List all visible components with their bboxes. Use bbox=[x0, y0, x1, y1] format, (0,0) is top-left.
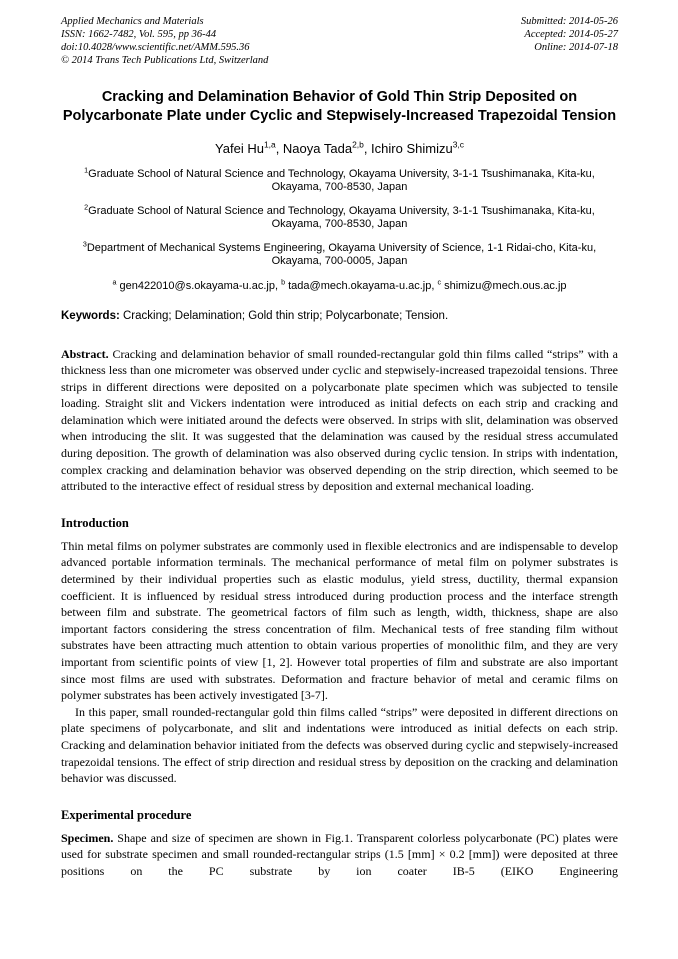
affiliation-text: Department of Mechanical Systems Engineering, Okayama University of Science, 1-1 Ridai-cho, Kita-ku, Okayama, 700-0005, Japan bbox=[86, 241, 597, 267]
authors-line bbox=[61, 140, 618, 158]
author-name: Yafei Hu bbox=[215, 140, 264, 156]
submitted-date: Submitted: 2014-05-26 bbox=[520, 16, 618, 27]
author-separator: , bbox=[363, 140, 372, 156]
keywords-label: Keywords: bbox=[61, 309, 120, 322]
journal-name: Applied Mechanics and Materials bbox=[61, 16, 204, 27]
affiliation-text: Graduate School of Natural Science and Technology, Okayama University, 3-1-1 Tsushimanaka, Kita-ku, Okayama, 700-8530, Japan bbox=[88, 204, 595, 230]
author-name: Ichiro Shimizu bbox=[371, 140, 453, 156]
online-date: Online: 2014-07-18 bbox=[534, 42, 618, 54]
author-separator: , bbox=[275, 140, 283, 156]
specimen-paragraph bbox=[61, 830, 618, 880]
specimen-text: Shape and size of specimen are shown in Fig.1. Transparent colorless polycarbonate (PC) plates were used for substrate specimen and small rounded-rectangular strips (1.5 [mm] × 0.2 [mm]) were deposited at three positions on the PC substrate by ion coater IB-5 (EIKO Engineering bbox=[61, 830, 618, 878]
keywords-text: Cracking; Delamination; Gold thin strip; Polycarbonate; Tension. bbox=[119, 309, 449, 322]
author-emails-line bbox=[61, 279, 618, 293]
author-affiliation-marker: 1,a bbox=[263, 139, 276, 150]
email-marker: b bbox=[281, 277, 286, 286]
abstract-label: Abstract. bbox=[61, 346, 109, 361]
section-heading-experimental-procedure: Experimental procedure bbox=[61, 807, 192, 822]
affiliation-3 bbox=[61, 239, 618, 269]
author-affiliation-marker: 2,b bbox=[352, 139, 364, 150]
author-affiliation-marker: 3,c bbox=[452, 139, 464, 150]
author-email: shimizu@mech.ous.ac.jp bbox=[441, 279, 567, 292]
issn-volume-line: ISSN: 1662-7482, Vol. 595, pp 36-44 bbox=[61, 29, 217, 41]
abstract-text: Cracking and delamination behavior of small rounded-rectangular gold thin films called “strips” with a thickness less than one micrometer was observed under cyclic and stepwisely-increased trapezoidal tensions. Three strips in different directions were deposited on a polycarbonate plate specimen which was subjected to tensile loading. Straight slit and Vickers indentation were introduced as initial defects on each strip and cracking and delamination which were initiated around the defects were observed. In strips with slit, delamination was observed when introducing the slit. It was suggested that the delamination was caused by the residual stress accumulated during deposition. The growth of delamination was also observed during cyclic tension. In strips with indentation, complex cracking and delamination behavior was observed depending on the strip direction, which seemed to be attributed to the interactive effect of residual stress by deposition and external mechanical loading. bbox=[61, 346, 618, 494]
abstract-paragraph bbox=[61, 346, 618, 495]
paper-header bbox=[61, 15, 618, 68]
accepted-date: Accepted: 2014-05-27 bbox=[524, 29, 618, 41]
affiliation-number: 1 bbox=[84, 165, 89, 174]
copyright-line: © 2014 Trans Tech Publications Ltd, Switzerland bbox=[61, 55, 269, 67]
author-name: Naoya Tada bbox=[282, 140, 353, 156]
keywords-line bbox=[61, 309, 618, 324]
affiliation-number: 2 bbox=[84, 202, 89, 211]
submission-dates bbox=[521, 15, 618, 68]
author-email: gen422010@s.okayama-u.ac.jp, bbox=[116, 279, 282, 292]
introduction-paragraph-2: In this paper, small rounded-rectangular gold thin films called “strips” were deposited in different directions on plate specimens of polycarbonate, and slit and indentations were introduced as initial defects on each strip. Cracking and delamination behavior initiated from the defects was observed during cyclic and stepwisely-increased trapezoidal tensions. The effect of strip direction and residual stress by deposition on the cracking and delamination behavior was discussed. bbox=[61, 704, 618, 786]
email-marker: a bbox=[112, 277, 117, 286]
paper-title: Cracking and Delamination Behavior of Gold Thin Strip Deposited on Polycarbonate Plate under Cyclic and Stepwisely-Increased Trapezoidal Tension bbox=[62, 88, 617, 124]
email-marker: c bbox=[437, 277, 442, 286]
affiliation-2 bbox=[61, 202, 618, 232]
doi-line: doi:10.4028/www.scientific.net/AMM.595.36 bbox=[61, 42, 250, 54]
author-email: tada@mech.okayama-u.ac.jp, bbox=[285, 279, 438, 292]
introduction-paragraph-1: Thin metal films on polymer substrates are commonly used in flexible electronics and are indispensable to develop advanced portable information terminals. The mechanical performance of metal film on polymer substrates is determined by their individual properties such as elastic modulus, yield stress, ductility, thermal expansion coefficient. It is influenced by residual stress introduced during production process and the interface strength between film and substrate. The geometrical factors of film such as length, width, thickness, shape are also important factors considering the stress concentration of film. Mechanical tests of free standing film without substrates have been attracting much attention to obtain various properties of monolithic film, and they are very important from scientific points of view [1, 2]. However total properties of film and substrate are also important since most films are used with substrates. Deformation and fracture behavior of metal and ceramic films on polymer substrates has been actively investigated [3-7]. bbox=[61, 538, 618, 703]
section-heading-introduction: Introduction bbox=[61, 515, 129, 530]
affiliation-text: Graduate School of Natural Science and Technology, Okayama University, 3-1-1 Tsushimanaka, Kita-ku, Okayama, 700-8530, Japan bbox=[88, 167, 595, 193]
affiliation-number: 3 bbox=[82, 239, 87, 248]
affiliation-1 bbox=[61, 165, 618, 195]
specimen-label: Specimen. bbox=[61, 830, 114, 845]
journal-info bbox=[61, 15, 268, 68]
